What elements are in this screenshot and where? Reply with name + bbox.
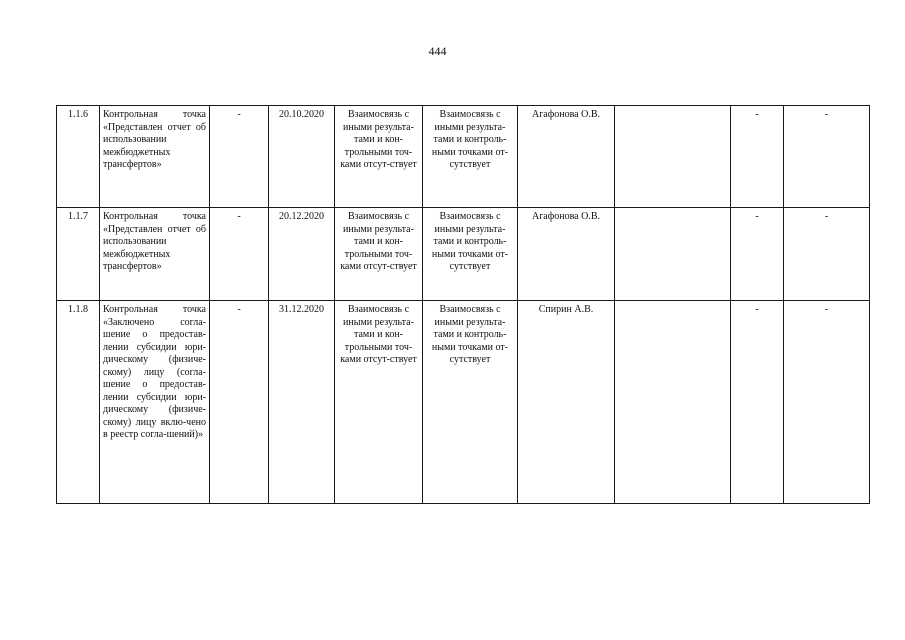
table-row <box>57 106 870 208</box>
level-cell: - <box>731 208 784 301</box>
end-date: 20.12.2020 <box>269 208 335 301</box>
control-point-name: Контрольная точка «Представлен отчет об использовании межбюджетных трансфертов» <box>100 106 210 208</box>
end-date: 20.10.2020 <box>269 106 335 208</box>
document-cell <box>615 301 731 504</box>
level-cell: - <box>731 301 784 504</box>
responsible-person: Агафонова О.В. <box>518 208 615 301</box>
end-date: 31.12.2020 <box>269 301 335 504</box>
control-points-table <box>56 105 870 504</box>
responsible-person: Агафонова О.В. <box>518 106 615 208</box>
previous-link: Взаимосвязь с иными результа-тами и кон-трольными точ-ками отсут-ствует <box>335 208 423 301</box>
table-row <box>57 301 870 504</box>
info-system-cell: - <box>784 301 870 504</box>
info-system-cell: - <box>784 106 870 208</box>
row-number: 1.1.7 <box>57 208 100 301</box>
start-date: - <box>210 301 269 504</box>
info-system-cell: - <box>784 208 870 301</box>
document-cell <box>615 106 731 208</box>
start-date: - <box>210 208 269 301</box>
control-point-name: Контрольная точка «Представлен отчет об использовании межбюджетных трансфертов» <box>100 208 210 301</box>
next-link: Взаимосвязь с иными результа-тами и контроль-ными точками от-сутствует <box>423 208 518 301</box>
page-number: 444 <box>428 44 447 58</box>
responsible-person: Спирин А.В. <box>518 301 615 504</box>
row-number: 1.1.8 <box>57 301 100 504</box>
next-link: Взаимосвязь с иными результа-тами и контроль-ными точками от-сутствует <box>423 301 518 504</box>
next-link: Взаимосвязь с иными результа-тами и контроль-ными точками от-сутствует <box>423 106 518 208</box>
document-cell <box>615 208 731 301</box>
row-number: 1.1.6 <box>57 106 100 208</box>
control-point-name: Контрольная точка «Заключено согла-шение о предостав-лении субсидии юри-дическому (физиче-скому) лицу (согла-шение о предостав-лении субсидии юри-дическому (физиче-скому) лицу вклю-чено в реестр согла-шений)» <box>100 301 210 504</box>
previous-link: Взаимосвязь с иными результа-тами и кон-трольными точ-ками отсут-ствует <box>335 106 423 208</box>
previous-link: Взаимосвязь с иными результа-тами и кон-трольными точ-ками отсут-ствует <box>335 301 423 504</box>
table-row <box>57 208 870 301</box>
level-cell: - <box>731 106 784 208</box>
start-date: - <box>210 106 269 208</box>
